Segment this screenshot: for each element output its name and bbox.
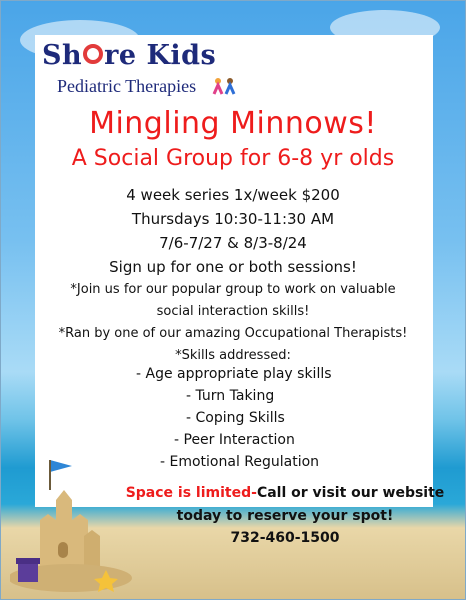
therapist-info: *Ran by one of our amazing Occupational Therapists!: [58, 326, 408, 341]
space-limited-text: Space is limited-: [125, 485, 257, 501]
logo-subtitle: Pediatric Therapies: [57, 76, 197, 96]
skill-item: - Age appropriate play skills: [136, 366, 332, 382]
skill-item: - Peer Interaction: [174, 432, 295, 448]
skills-heading: *Skills addressed:: [175, 348, 291, 363]
dates-info: 7/6-7/27 & 8/3-8/24: [159, 234, 307, 252]
group-description-cont: social interaction skills!: [156, 304, 310, 319]
call-website-text: Call or visit our website: [256, 485, 445, 501]
signup-info: Sign up for one or both sessions!: [109, 258, 357, 276]
subtitle: A Social Group for 6-8 yr olds: [71, 146, 395, 171]
logo-brand-start: Sh: [42, 40, 83, 71]
reserve-text: today to reserve your spot!: [176, 508, 394, 524]
group-description: *Join us for our popular group to work on valuable: [70, 282, 396, 297]
skill-item: - Turn Taking: [186, 388, 275, 404]
series-info: 4 week series 1x/week $200: [126, 186, 340, 204]
skill-item: - Emotional Regulation: [160, 454, 320, 470]
skill-item: - Coping Skills: [186, 410, 285, 426]
schedule-info: Thursdays 10:30-11:30 AM: [131, 210, 335, 228]
logo-brand-end: re Kids: [104, 40, 217, 71]
main-title: Mingling Minnows!: [89, 106, 377, 141]
phone-number[interactable]: 732-460-1500: [230, 530, 340, 546]
